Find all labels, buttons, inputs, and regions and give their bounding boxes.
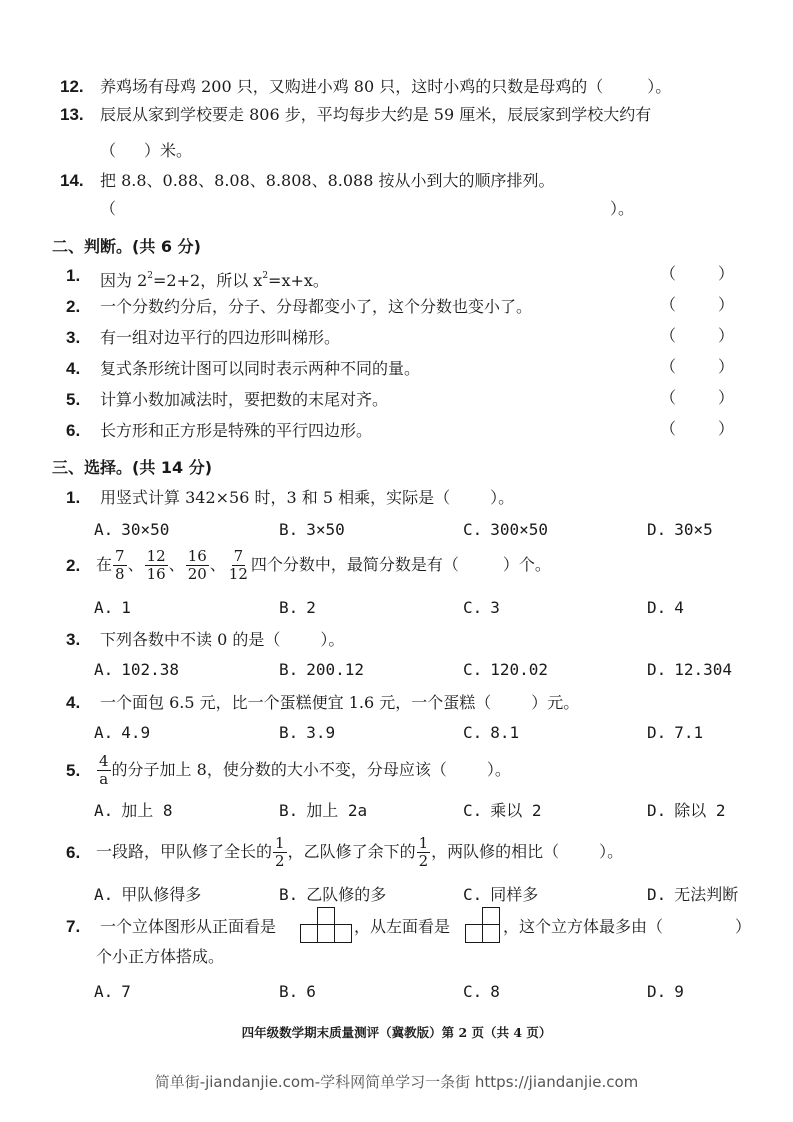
numerator: 1 xyxy=(418,834,429,852)
option-value: 9 xyxy=(674,982,684,1001)
answer-bracket-open: （ xyxy=(660,295,677,314)
option-d[interactable] xyxy=(647,659,732,681)
left-view-shape-icon xyxy=(465,907,501,943)
text-part: =x+x。 xyxy=(268,271,329,290)
option-label: B. xyxy=(279,598,299,617)
option-value: 甲队修得多 xyxy=(121,885,202,904)
fraction xyxy=(186,548,209,583)
paren-open: （ xyxy=(100,141,117,160)
option-value: 300×50 xyxy=(490,520,549,539)
choice-3-text xyxy=(100,629,344,651)
numerator: 1 xyxy=(275,834,285,852)
option-value: 200.12 xyxy=(306,660,365,679)
option-label: A. xyxy=(94,982,114,1001)
option-c[interactable] xyxy=(463,981,500,1003)
option-value: 无法判断 xyxy=(674,885,739,904)
numerator: 12 xyxy=(146,547,166,565)
option-label: A. xyxy=(94,660,114,679)
option-label: C. xyxy=(463,660,483,679)
option-label: B. xyxy=(279,982,299,1001)
option-a[interactable] xyxy=(94,597,131,619)
denominator: 16 xyxy=(146,565,166,583)
numerator: 4 xyxy=(99,752,109,770)
judgment-4-text: 复式条形统计图可以同时表示两种不同的量。 xyxy=(100,359,421,378)
option-c[interactable] xyxy=(463,659,548,681)
option-value: 4 xyxy=(674,598,684,617)
section-title-choice: 三、选择。(共 14 分) xyxy=(52,458,213,477)
page-footer: 四年级数学期末质量测评（冀教版）第 2 页（共 4 页） xyxy=(241,1025,552,1040)
option-value: 12.304 xyxy=(674,660,733,679)
option-value: 8.1 xyxy=(490,723,520,742)
option-a[interactable] xyxy=(94,884,201,906)
denominator: 2 xyxy=(418,852,429,870)
judgment-answer-2[interactable] xyxy=(676,294,716,316)
option-value: 1 xyxy=(121,598,131,617)
text-part: ，乙队修了余下的 xyxy=(287,842,416,861)
text-part: ）。 xyxy=(599,842,624,861)
choice-4-text xyxy=(100,692,579,714)
question-number: 2. xyxy=(66,556,81,575)
answer-blank[interactable] xyxy=(118,198,608,220)
text-part: 在 xyxy=(96,555,113,574)
option-b[interactable] xyxy=(279,884,386,906)
option-b[interactable] xyxy=(279,597,316,619)
option-value: 加上 2a xyxy=(306,801,368,820)
answer-bracket-close: ） xyxy=(718,326,735,345)
option-label: C. xyxy=(463,982,483,1001)
judgment-answer-4[interactable] xyxy=(676,356,716,378)
option-label: B. xyxy=(279,885,299,904)
answer-bracket-close: ） xyxy=(718,295,735,314)
option-a[interactable] xyxy=(94,519,169,541)
question-number: 7. xyxy=(66,917,81,936)
option-d[interactable] xyxy=(647,800,726,822)
answer-bracket-open: （ xyxy=(660,326,677,345)
option-value: 7 xyxy=(121,982,131,1001)
superscript: 2 xyxy=(147,271,154,281)
option-label: D. xyxy=(647,801,667,820)
option-d[interactable] xyxy=(647,722,703,744)
text-part: 用竖式计算 342×56 时，3 和 5 相乘，实际是（ xyxy=(100,488,451,507)
option-label: C. xyxy=(463,520,483,539)
choice-6-text xyxy=(96,832,623,872)
option-d[interactable] xyxy=(647,884,738,906)
judgment-answer-6[interactable] xyxy=(676,418,716,440)
option-value: 8 xyxy=(490,982,500,1001)
question-14-answer-close: ）。 xyxy=(610,199,635,218)
answer-bracket-open: （ xyxy=(660,357,677,376)
choice-7-tail: ） xyxy=(735,917,752,936)
option-value: 加上 8 xyxy=(121,801,173,820)
option-label: C. xyxy=(463,801,483,820)
question-13-answer-line xyxy=(100,140,192,162)
option-label: B. xyxy=(279,520,299,539)
text-part: ）。 xyxy=(490,488,515,507)
option-d[interactable] xyxy=(647,597,684,619)
separator: 、 xyxy=(127,555,144,574)
question-tail: ）米。 xyxy=(144,141,193,160)
option-label: B. xyxy=(279,660,299,679)
option-b[interactable] xyxy=(279,722,335,744)
superscript: 2 xyxy=(262,271,269,281)
judgment-3-text: 有一组对边平行的四边形叫梯形。 xyxy=(100,328,341,347)
answer-bracket-open: （ xyxy=(660,419,677,438)
question-12-text: 养鸡场有母鸡 200 只，又购进小鸡 80 只，这时小鸡的只数是母鸡的（ xyxy=(100,77,604,96)
option-c[interactable] xyxy=(463,800,542,822)
judgment-answer-5[interactable] xyxy=(676,387,716,409)
option-value: 30×50 xyxy=(121,520,170,539)
option-label: A. xyxy=(94,801,114,820)
option-c[interactable] xyxy=(463,722,519,744)
question-number: 3. xyxy=(66,328,81,347)
answer-bracket-close: ） xyxy=(718,388,735,407)
fraction xyxy=(145,548,168,583)
text-part: 下列各数中不读 0 的是（ xyxy=(100,630,281,649)
text-part: =2+2，所以 x xyxy=(153,271,263,290)
fraction xyxy=(417,835,431,870)
option-a[interactable] xyxy=(94,981,131,1003)
judgment-answer-3[interactable] xyxy=(676,325,716,347)
text-part: ）个。 xyxy=(502,555,551,574)
judgment-5-text: 计算小数加减法时，要把数的末尾对齐。 xyxy=(100,390,389,409)
question-number: 1. xyxy=(66,488,81,507)
text-part: ）。 xyxy=(486,760,511,779)
option-b[interactable] xyxy=(279,981,316,1003)
question-number: 4. xyxy=(66,693,81,712)
option-label: D. xyxy=(647,723,667,742)
choice-7-mid: ，从左面看是 xyxy=(354,917,451,936)
denominator: 2 xyxy=(275,852,285,870)
question-number: 12. xyxy=(60,77,84,96)
fraction xyxy=(113,548,127,583)
choice-1-text xyxy=(100,487,514,509)
answer-bracket-close: ） xyxy=(718,264,735,283)
option-b[interactable] xyxy=(279,659,364,681)
option-a[interactable] xyxy=(94,800,173,822)
option-value: 7.1 xyxy=(674,723,704,742)
option-label: D. xyxy=(647,660,667,679)
denominator: 8 xyxy=(115,565,125,583)
question-number: 6. xyxy=(66,843,81,862)
option-label: A. xyxy=(94,885,114,904)
answer-blank[interactable] xyxy=(688,916,728,938)
numerator: 16 xyxy=(187,547,207,565)
option-value: 3.9 xyxy=(306,723,336,742)
option-label: D. xyxy=(647,520,667,539)
question-text xyxy=(100,76,671,98)
choice-5-text xyxy=(96,750,511,790)
option-label: D. xyxy=(647,885,667,904)
question-number: 2. xyxy=(66,297,81,316)
separator: 、 xyxy=(209,555,226,574)
option-value: 6 xyxy=(306,982,316,1001)
judgment-2-text: 一个分数约分后，分子、分母都变小了，这个分数也变小了。 xyxy=(100,297,533,316)
text-part: 的分子加上 8，使分数的大小不变，分母应该（ xyxy=(111,760,447,779)
answer-bracket-open: （ xyxy=(660,264,677,283)
question-number: 5. xyxy=(66,390,81,409)
option-value: 102.38 xyxy=(121,660,180,679)
question-number: 3. xyxy=(66,630,81,649)
option-label: A. xyxy=(94,598,114,617)
judgment-1-text xyxy=(100,265,329,292)
fraction xyxy=(273,835,287,870)
text-part: ）。 xyxy=(320,630,345,649)
option-value: 30×5 xyxy=(674,520,713,539)
fraction xyxy=(227,548,250,583)
option-value: 乘以 2 xyxy=(490,801,542,820)
option-value: 3 xyxy=(490,598,500,617)
question-number: 5. xyxy=(66,761,81,780)
option-value: 2 xyxy=(306,598,316,617)
choice-2-text xyxy=(96,545,551,585)
numerator: 7 xyxy=(115,547,125,565)
answer-bracket-open: （ xyxy=(660,388,677,407)
option-d[interactable] xyxy=(647,519,713,541)
numerator: 7 xyxy=(233,547,244,565)
option-a[interactable] xyxy=(94,722,150,744)
question-number: 6. xyxy=(66,421,81,440)
option-c[interactable] xyxy=(463,597,500,619)
text-part: 一段路，甲队修了全长的 xyxy=(96,842,273,861)
option-value: 120.02 xyxy=(490,660,549,679)
option-b[interactable] xyxy=(279,519,345,541)
option-label: D. xyxy=(647,598,667,617)
text-part: 因为 2 xyxy=(100,271,148,290)
question-14-text: 把 8.8、0.88、8.08、8.808、8.088 按从小到大的顺序排列。 xyxy=(100,171,555,190)
option-label: B. xyxy=(279,723,299,742)
question-number: 4. xyxy=(66,359,81,378)
choice-7-text: ，这个立方体最多由（ xyxy=(503,917,664,936)
judgment-6-text: 长方形和正方形是特殊的平行四边形。 xyxy=(100,421,373,440)
option-label: C. xyxy=(463,885,483,904)
front-view-shape-icon xyxy=(300,907,352,943)
option-label: C. xyxy=(463,723,483,742)
question-13-text: 辰辰从家到学校要走 806 步，平均每步大约是 59 厘米，辰辰家到学校大约有 xyxy=(100,105,652,124)
choice-7-line2: 个小正方体搭成。 xyxy=(96,947,225,966)
question-number: 14. xyxy=(60,171,84,190)
question-number: 1. xyxy=(66,266,81,285)
option-value: 乙队修的多 xyxy=(306,885,387,904)
answer-bracket-close: ） xyxy=(718,419,735,438)
option-value: 4.9 xyxy=(121,723,151,742)
watermark-link[interactable]: 简单街-jiandanjie.com-学科网简单学习一条街 https://jiandanjie.com xyxy=(154,1073,639,1091)
option-a[interactable] xyxy=(94,659,179,681)
denominator: 12 xyxy=(228,565,248,583)
answer-bracket-close: ） xyxy=(718,357,735,376)
option-c[interactable] xyxy=(463,519,548,541)
separator: 、 xyxy=(168,555,185,574)
choice-7-pre: 一个立体图形从正面看是 xyxy=(100,917,277,936)
text-part: ）元。 xyxy=(531,693,580,712)
option-label: A. xyxy=(94,723,114,742)
text-part: ，两队修的相比（ xyxy=(431,842,560,861)
denominator: a xyxy=(99,770,109,788)
option-b[interactable] xyxy=(279,800,367,822)
section-title-judgment: 二、判断。(共 6 分) xyxy=(52,237,201,256)
option-d[interactable] xyxy=(647,981,684,1003)
judgment-answer-1[interactable] xyxy=(676,263,716,285)
option-label: D. xyxy=(647,982,667,1001)
fraction xyxy=(97,753,111,788)
question-14-answer-open: （ xyxy=(100,199,117,218)
option-value: 同样多 xyxy=(490,885,539,904)
option-label: B. xyxy=(279,801,299,820)
option-label: C. xyxy=(463,598,483,617)
option-value: 3×50 xyxy=(306,520,345,539)
question-tail: ）。 xyxy=(647,77,672,96)
text-part: 四个分数中，最简分数是有（ xyxy=(250,555,459,574)
text-part: 一个面包 6.5 元，比一个蛋糕便宜 1.6 元，一个蛋糕（ xyxy=(100,693,492,712)
option-label: A. xyxy=(94,520,114,539)
denominator: 20 xyxy=(187,565,207,583)
question-number: 13. xyxy=(60,105,84,124)
option-value: 除以 2 xyxy=(674,801,726,820)
option-c[interactable] xyxy=(463,884,538,906)
